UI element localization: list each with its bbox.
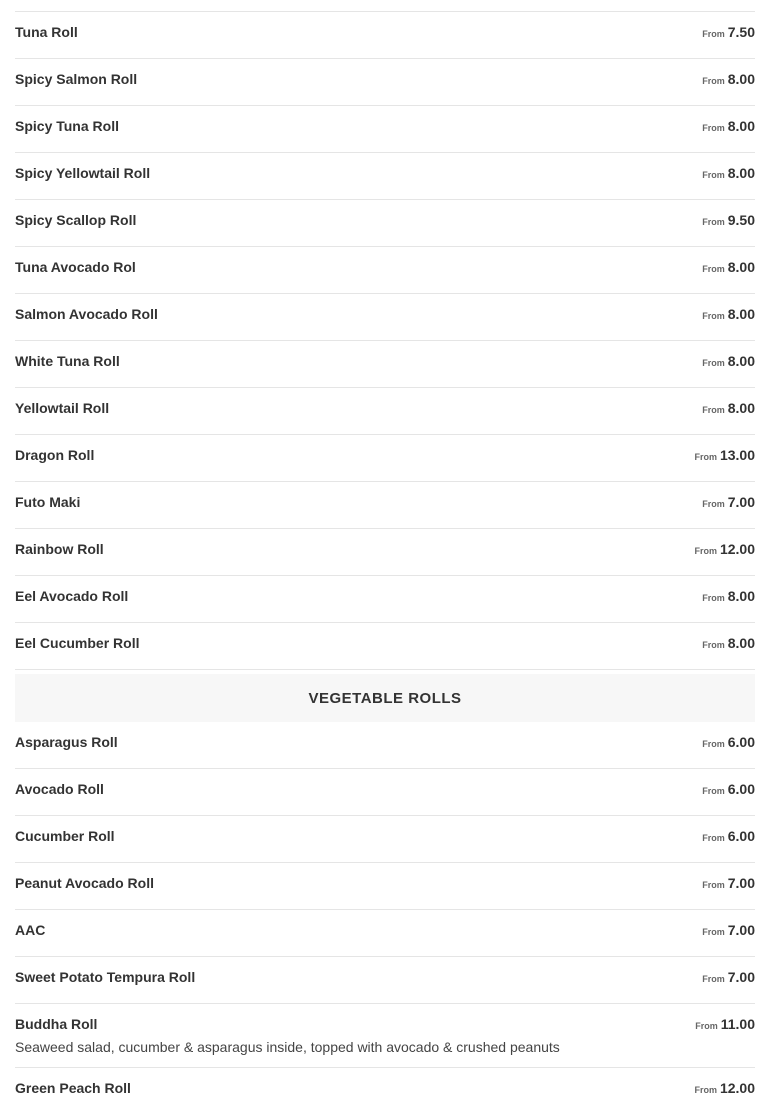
from-label: From: [695, 1021, 718, 1031]
price-value: 8.00: [727, 71, 755, 87]
item-price: [702, 588, 755, 607]
from-label: From: [702, 739, 725, 749]
item-price: [694, 1080, 755, 1099]
menu-item-futo-maki[interactable]: [15, 482, 755, 529]
price-value: 7.00: [727, 875, 755, 891]
price-value: 8.00: [727, 400, 755, 416]
price-value: 7.00: [727, 494, 755, 510]
from-label: From: [702, 974, 725, 984]
item-description: Seaweed salad, cucumber & asparagus inside, topped with avocado & crushed peanuts: [15, 1039, 560, 1055]
item-price: [702, 259, 755, 278]
menu-item-peanut-avocado-roll[interactable]: [15, 863, 755, 910]
item-name: AAC: [15, 922, 46, 938]
item-price: [702, 494, 755, 513]
item-name: Eel Cucumber Roll: [15, 635, 140, 651]
price-value: 8.00: [727, 635, 755, 651]
item-price: [702, 353, 755, 372]
item-name: Tuna Avocado Rol: [15, 259, 136, 275]
from-label: From: [702, 833, 725, 843]
from-label: From: [702, 927, 725, 937]
menu-item-buddha-roll[interactable]: [15, 1004, 755, 1068]
menu-item-tuna-avocado-roll[interactable]: [15, 247, 755, 294]
menu-item-dragon-roll[interactable]: [15, 435, 755, 482]
from-label: From: [702, 123, 725, 133]
item-price: [702, 828, 755, 847]
item-name: Rainbow Roll: [15, 541, 104, 557]
menu-item-sweet-potato-tempura-roll[interactable]: [15, 957, 755, 1004]
item-name: Dragon Roll: [15, 447, 95, 463]
menu-item-eel-cucumber-roll[interactable]: [15, 623, 755, 670]
menu-item-spicy-tuna-roll[interactable]: [15, 106, 755, 153]
item-name: Futo Maki: [15, 494, 81, 510]
price-value: 7.50: [727, 24, 755, 40]
from-label: From: [702, 264, 725, 274]
item-name: Sweet Potato Tempura Roll: [15, 969, 196, 985]
item-price: [702, 306, 755, 325]
menu-item-cucumber-roll[interactable]: [15, 816, 755, 863]
price-value: 6.00: [727, 828, 755, 844]
item-price: [702, 24, 755, 43]
price-value: 8.00: [727, 588, 755, 604]
item-name: Spicy Yellowtail Roll: [15, 165, 151, 181]
menu-item-spicy-salmon-roll[interactable]: [15, 59, 755, 106]
menu-item-white-tuna-roll[interactable]: [15, 341, 755, 388]
from-label: From: [702, 29, 725, 39]
menu-item-asparagus-roll[interactable]: [15, 722, 755, 769]
menu-item-eel-avocado-roll[interactable]: [15, 576, 755, 623]
section-header-vegetable-rolls: VEGETABLE ROLLS: [15, 674, 755, 722]
menu-item-avocado-roll[interactable]: [15, 769, 755, 816]
item-price: [702, 71, 755, 90]
item-price: [702, 118, 755, 137]
item-name: Avocado Roll: [15, 781, 104, 797]
item-price: [702, 400, 755, 419]
item-name: Eel Avocado Roll: [15, 588, 129, 604]
from-label: From: [702, 76, 725, 86]
item-price: [702, 922, 755, 941]
item-price: [702, 781, 755, 800]
item-price: [702, 734, 755, 753]
from-label: From: [702, 217, 725, 227]
from-label: From: [702, 311, 725, 321]
from-label: From: [694, 1085, 717, 1095]
item-name: White Tuna Roll: [15, 353, 120, 369]
price-value: 7.00: [727, 969, 755, 985]
item-name: Salmon Avocado Roll: [15, 306, 158, 322]
item-name: Spicy Scallop Roll: [15, 212, 137, 228]
item-price: [695, 1016, 755, 1035]
price-value: 8.00: [727, 306, 755, 322]
item-price: [702, 635, 755, 654]
item-name: Spicy Tuna Roll: [15, 118, 119, 134]
price-value: 9.50: [727, 212, 755, 228]
item-name: Yellowtail Roll: [15, 400, 110, 416]
from-label: From: [702, 170, 725, 180]
from-label: From: [702, 358, 725, 368]
menu-item-salmon-avocado-roll[interactable]: [15, 294, 755, 341]
price-value: 8.00: [727, 118, 755, 134]
menu-item-yellowtail-roll[interactable]: [15, 388, 755, 435]
item-name: Peanut Avocado Roll: [15, 875, 154, 891]
item-price: [702, 875, 755, 894]
price-value: 13.00: [719, 447, 755, 463]
item-price: [702, 212, 755, 231]
item-name: Buddha Roll: [15, 1016, 98, 1032]
menu-item-tuna-roll[interactable]: [15, 12, 755, 59]
price-value: 8.00: [727, 259, 755, 275]
item-price: [694, 541, 755, 560]
item-name: Cucumber Roll: [15, 828, 115, 844]
price-value: 8.00: [727, 165, 755, 181]
price-value: 6.00: [727, 781, 755, 797]
price-value: 12.00: [719, 1080, 755, 1096]
price-value: 12.00: [719, 541, 755, 557]
item-name: Green Peach Roll: [15, 1080, 131, 1096]
price-value: 7.00: [727, 922, 755, 938]
top-divider: [15, 0, 755, 12]
menu-item-rainbow-roll[interactable]: [15, 529, 755, 576]
menu-item-spicy-yellowtail-roll[interactable]: [15, 153, 755, 200]
menu-item-aac[interactable]: [15, 910, 755, 957]
item-name: Asparagus Roll: [15, 734, 118, 750]
from-label: From: [702, 593, 725, 603]
from-label: From: [702, 640, 725, 650]
from-label: From: [702, 499, 725, 509]
menu-item-green-peach-roll[interactable]: [15, 1068, 755, 1114]
from-label: From: [694, 546, 717, 556]
from-label: From: [702, 880, 725, 890]
item-price: [694, 447, 755, 466]
price-value: 8.00: [727, 353, 755, 369]
menu-item-spicy-scallop-roll[interactable]: [15, 200, 755, 247]
item-name: Tuna Roll: [15, 24, 78, 40]
price-value: 6.00: [727, 734, 755, 750]
from-label: From: [702, 786, 725, 796]
price-value: 11.00: [720, 1016, 755, 1032]
from-label: From: [694, 452, 717, 462]
item-name: Spicy Salmon Roll: [15, 71, 138, 87]
item-price: [702, 165, 755, 184]
item-price: [702, 969, 755, 988]
from-label: From: [702, 405, 725, 415]
